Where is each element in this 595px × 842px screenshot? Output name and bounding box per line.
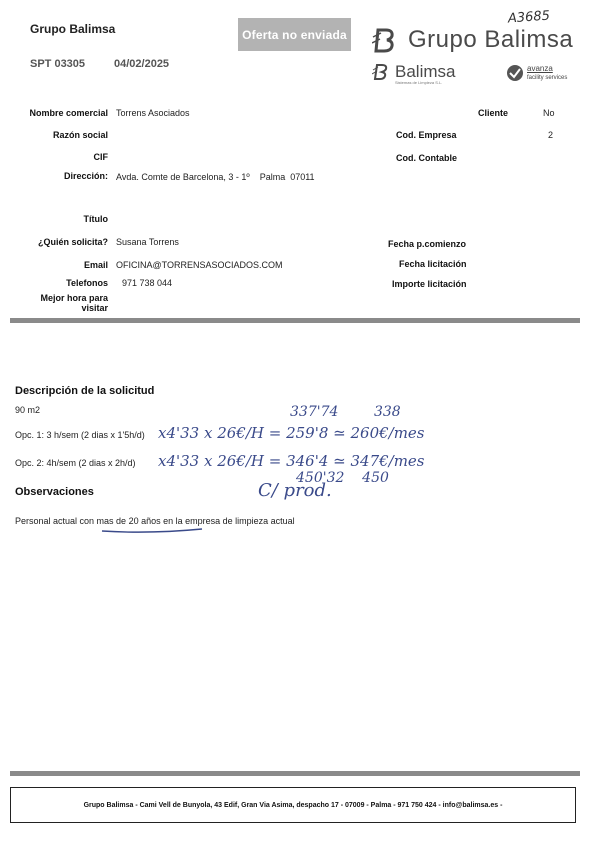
footer-divider (10, 771, 580, 776)
direccion-value: Avda. Comte de Barcelona, 3 - 1º Palma 07011 (116, 172, 315, 182)
logo-sub-name: Balimsa (395, 62, 456, 81)
cod-empresa-label: Cod. Empresa (396, 130, 457, 140)
footer-box (10, 787, 576, 823)
status-badge: Oferta no enviada (238, 18, 351, 51)
logo-sub-text (395, 63, 455, 85)
email-value: OFICINA@TORRENSASOCIADOS.COM (116, 260, 283, 270)
mejor-hora-label (10, 293, 108, 313)
section-divider (10, 318, 580, 323)
mejor-hora-label-line2: visitar (81, 303, 108, 313)
nombre-comercial-label: Nombre comercial (29, 108, 108, 118)
handwritten-opc2-below: 450'32 450 (296, 470, 389, 486)
document-date: 04/02/2025 (114, 58, 170, 70)
titulo-label: Título (83, 214, 108, 224)
quien-solicita-label: ¿Quién solicita? (37, 237, 108, 247)
handwritten-opc2: x4'33 x 26€/H = 346'4 ≃ 347€/mes (158, 452, 425, 470)
avanza-name: avanza (527, 63, 553, 73)
telefonos-value: 971 738 044 (122, 278, 173, 288)
avanza-logo (506, 64, 567, 82)
fecha-comienzo-label: Fecha p.comienzo (388, 239, 467, 249)
cod-empresa-value: 2 (548, 130, 554, 140)
avanza-tagline: facility services (527, 74, 568, 81)
handwritten-prod-note: C/ prod. (258, 480, 332, 501)
logo-sub-tagline: Sistemas de Limpieza S.L. (395, 80, 443, 85)
telefonos-label: Telefonos (66, 278, 108, 288)
handwritten-underline (100, 526, 204, 534)
handwritten-opc1-top: 337'74 338 (290, 404, 401, 420)
razon-social-label: Razón social (52, 130, 108, 140)
balimsa-logo-icon (372, 27, 402, 53)
cliente-value: No (543, 108, 555, 118)
quien-solicita-value: Susana Torrens (116, 237, 179, 247)
balimsa-small-logo-icon (372, 63, 392, 81)
footer-text: Grupo Balimsa - Cami Vell de Bunyola, 43 Edif, Gran Via Asima, despacho 17 - 07009 - Palma - 971 750 424 - info@balimsa.es - (83, 801, 503, 809)
email-label: Email (83, 260, 108, 270)
balimsa-sub-logo (372, 63, 455, 85)
spt-number: SPT 03305 (30, 58, 86, 70)
avanza-text (527, 65, 567, 82)
observaciones-text: Personal actual con mas de 20 años en la empresa de limpieza actual (15, 516, 295, 526)
mejor-hora-label-line1: Mejor hora para (40, 293, 108, 303)
cif-label: CIF (93, 152, 108, 162)
nombre-comercial-value: Torrens Asociados (116, 108, 190, 118)
cod-contable-label: Cod. Contable (396, 153, 457, 163)
direccion-label: Dirección: (63, 171, 108, 181)
opcion-2-text: Opc. 2: 4h/sem (2 dias x 2h/d) (15, 458, 136, 468)
company-name: Grupo Balimsa (30, 22, 116, 36)
avanza-logo-icon (506, 64, 524, 82)
handwritten-reference: A3685 (507, 8, 551, 27)
handwritten-opc1: x4'33 x 26€/H = 259'8 ≃ 260€/mes (158, 424, 425, 442)
importe-licitacion-label: Importe licitación (392, 279, 467, 289)
descripcion-title: Descripción de la solicitud (15, 385, 155, 397)
opcion-1-text: Opc. 1: 3 h/sem (2 dias x 1'5h/d) (15, 430, 145, 440)
cliente-label: Cliente (478, 108, 509, 118)
grupo-balimsa-logo (372, 26, 573, 54)
area-text: 90 m2 (15, 405, 41, 415)
logo-main-text: Grupo Balimsa (408, 26, 574, 53)
observaciones-title: Observaciones (15, 486, 94, 498)
fecha-licitacion-label: Fecha licitación (399, 259, 467, 269)
